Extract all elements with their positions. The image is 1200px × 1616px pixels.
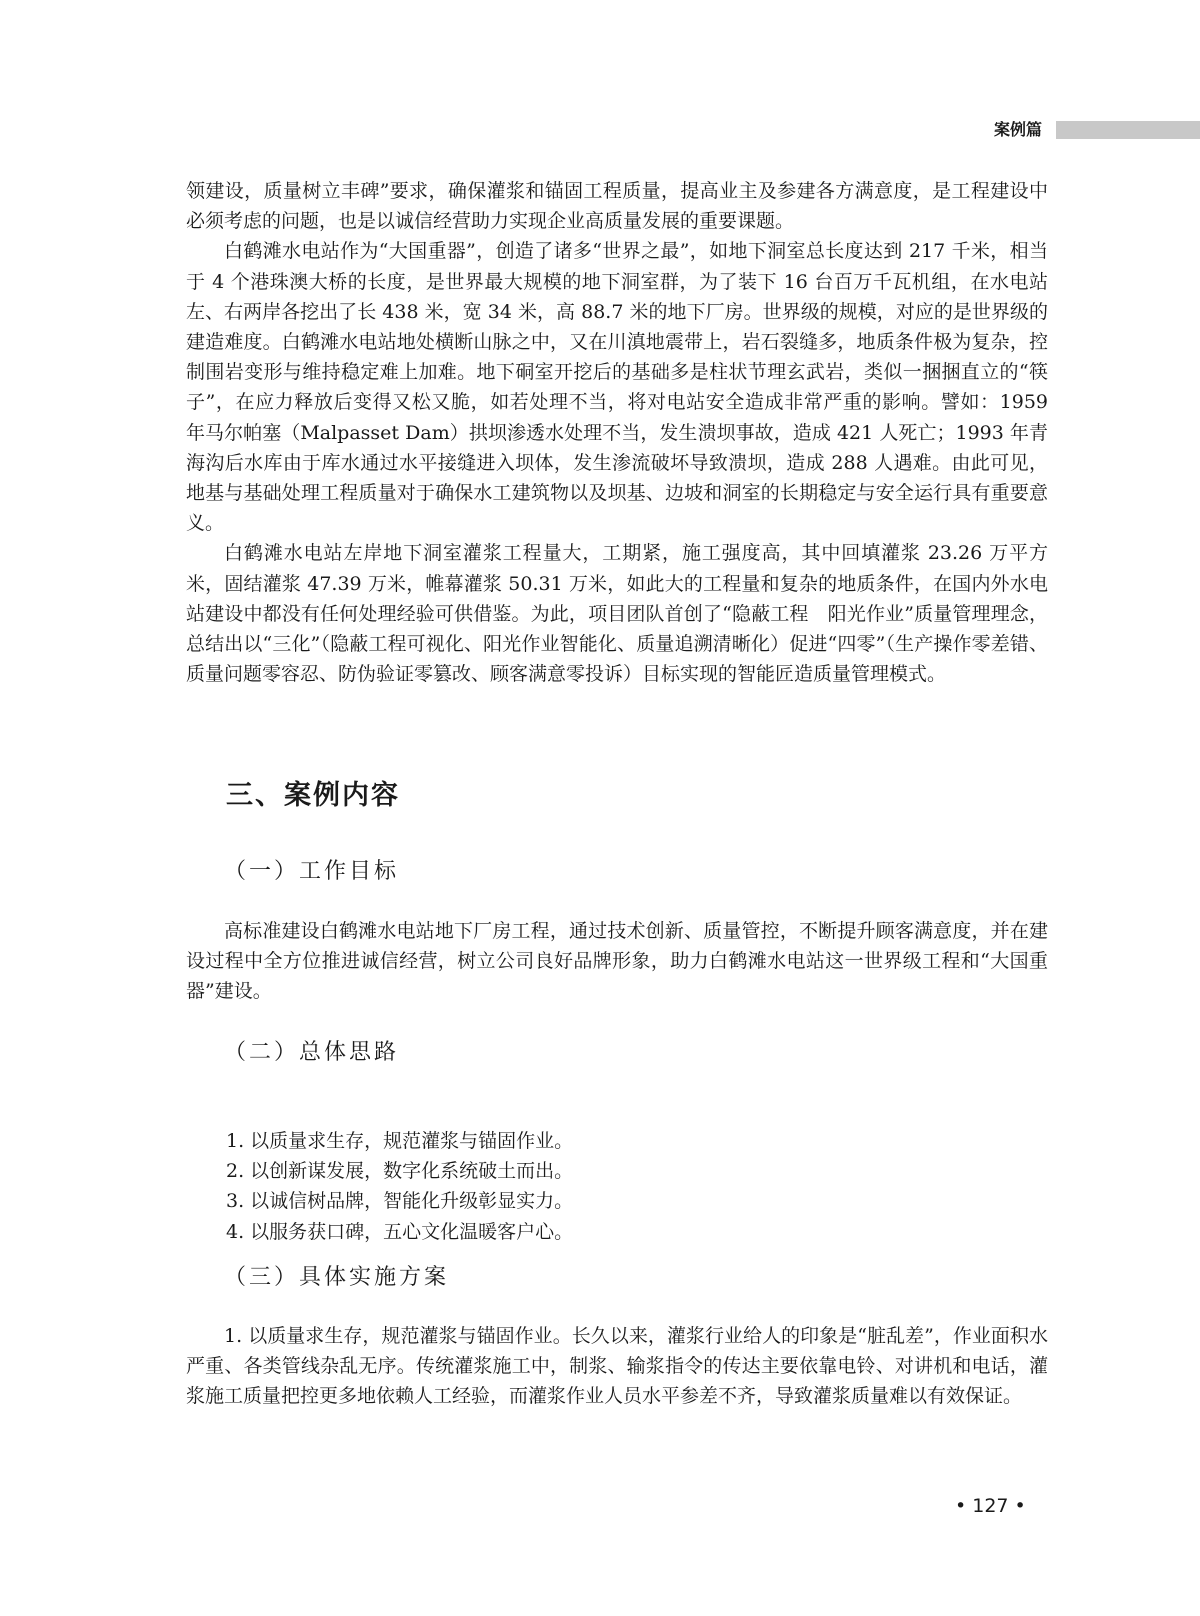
approach-list (226, 1126, 573, 1247)
list-item: 3. 以诚信树品牌，智能化升级彰显实力。 (226, 1190, 574, 1213)
list-item: 4. 以服务获口碑，五心文化温暖客户心。 (226, 1220, 574, 1243)
intro-text (186, 176, 1048, 689)
paragraph-grouting-volume: 白鹤滩水电站左岸地下洞室灌浆工程量大，工期紧，施工强度高，其中回填灌浆 23.26 万平方米，固结灌浆 47.39 万米，帷幕灌浆 50.31 万米，如此大的工程量和复杂的地质条件，在国内外水电站建设中都没有任何处理经验可供借鉴。为此，项目团队首创了“隐蔽工程 阳光作业”质量管理理念，总结出以“三化”（隐蔽工程可视化、阳光作业智能化、质量追溯清晰化）促进“四零”（生产操作零差错、质量问题零容忍、防伪验证零篡改、顾客满意零投诉）目标实现的智能匠造质量管理模式。 (186, 542, 1048, 686)
plan-paragraph: 1. 以质量求生存，规范灌浆与锚固作业。长久以来，灌浆行业给人的印象是“脏乱差”，作业面积水严重、各类管线杂乱无序。传统灌浆施工中，制浆、输浆指令的传达主要依靠电铃、对讲机和电话，灌浆施工质量把控更多地依赖人工经验，而灌浆作业人员水平参差不齐，导致灌浆质量难以有效保证。 (186, 1325, 1048, 1408)
subsection-body-goals (186, 916, 1048, 1007)
page-number: • 127 • (955, 1495, 1026, 1517)
paragraph-continuation: 领建设，质量树立丰碑”要求，确保灌浆和锚固工程质量，提高业主及参建各方满意度，是工程建设中必须考虑的问题，也是以诚信经营助力实现企业高质量发展的重要课题。 (186, 180, 1048, 233)
running-header-bar (1056, 121, 1200, 139)
section-heading: 三、案例内容 (226, 780, 400, 811)
subsection-heading-plan: （三）具体实施方案 (224, 1265, 450, 1290)
list-item: 2. 以创新谋发展，数字化系统破土而出。 (226, 1160, 574, 1183)
running-header (990, 118, 1200, 142)
running-header-label: 案例篇 (994, 120, 1043, 139)
goals-paragraph: 高标准建设白鹤滩水电站地下厂房工程，通过技术创新、质量管控，不断提升顾客满意度，并在建设过程中全方位推进诚信经营，树立公司良好品牌形象，助力白鹤滩水电站这一世界级工程和“大国重器”建设。 (186, 920, 1048, 1003)
subsection-heading-goals: （一）工作目标 (224, 859, 400, 884)
list-item: 1. 以质量求生存，规范灌浆与锚固作业。 (226, 1130, 574, 1152)
paragraph-baihetan-scale: 白鹤滩水电站作为“大国重器”，创造了诸多“世界之最”，如地下洞室总长度达到 217 千米，相当于 4 个港珠澳大桥的长度，是世界最大规模的地下洞室群，为了装下 16 台百万千瓦机组，在水电站左、右两岸各挖出了长 438 米，宽 34 米，高 88.7 米的地下厂房。世界级的规模，对应的是世界级的建造难度。白鹤滩水电站地处横断山脉之中，又在川滇地震带上，岩石裂缝多，地质条件极为复杂，控制围岩变形与维持稳定难上加难。地下硐室开挖后的基础多是柱状节理玄武岩，类似一捆捆直立的“筷子”，在应力释放后变得又松又脆，如若处理不当，将对电站安全造成非常严重的影响。譬如：1959 年马尔帕塞（Malpasset Dam）拱坝渗透水处理不当，发生溃坝事故，造成 421 人死亡；1993 年青海沟后水库由于库水通过水平接缝进入坝体，发生渗流破坏导致溃坝，造成 288 人遇难。由此可见，地基与基础处理工程质量对于确保水工建筑物以及坝基、边坡和洞室的长期稳定与安全运行具有重要意义。 (186, 240, 1048, 535)
subsection-heading-approach: （二）总体思路 (224, 1040, 400, 1065)
subsection-body-plan (186, 1321, 1048, 1412)
